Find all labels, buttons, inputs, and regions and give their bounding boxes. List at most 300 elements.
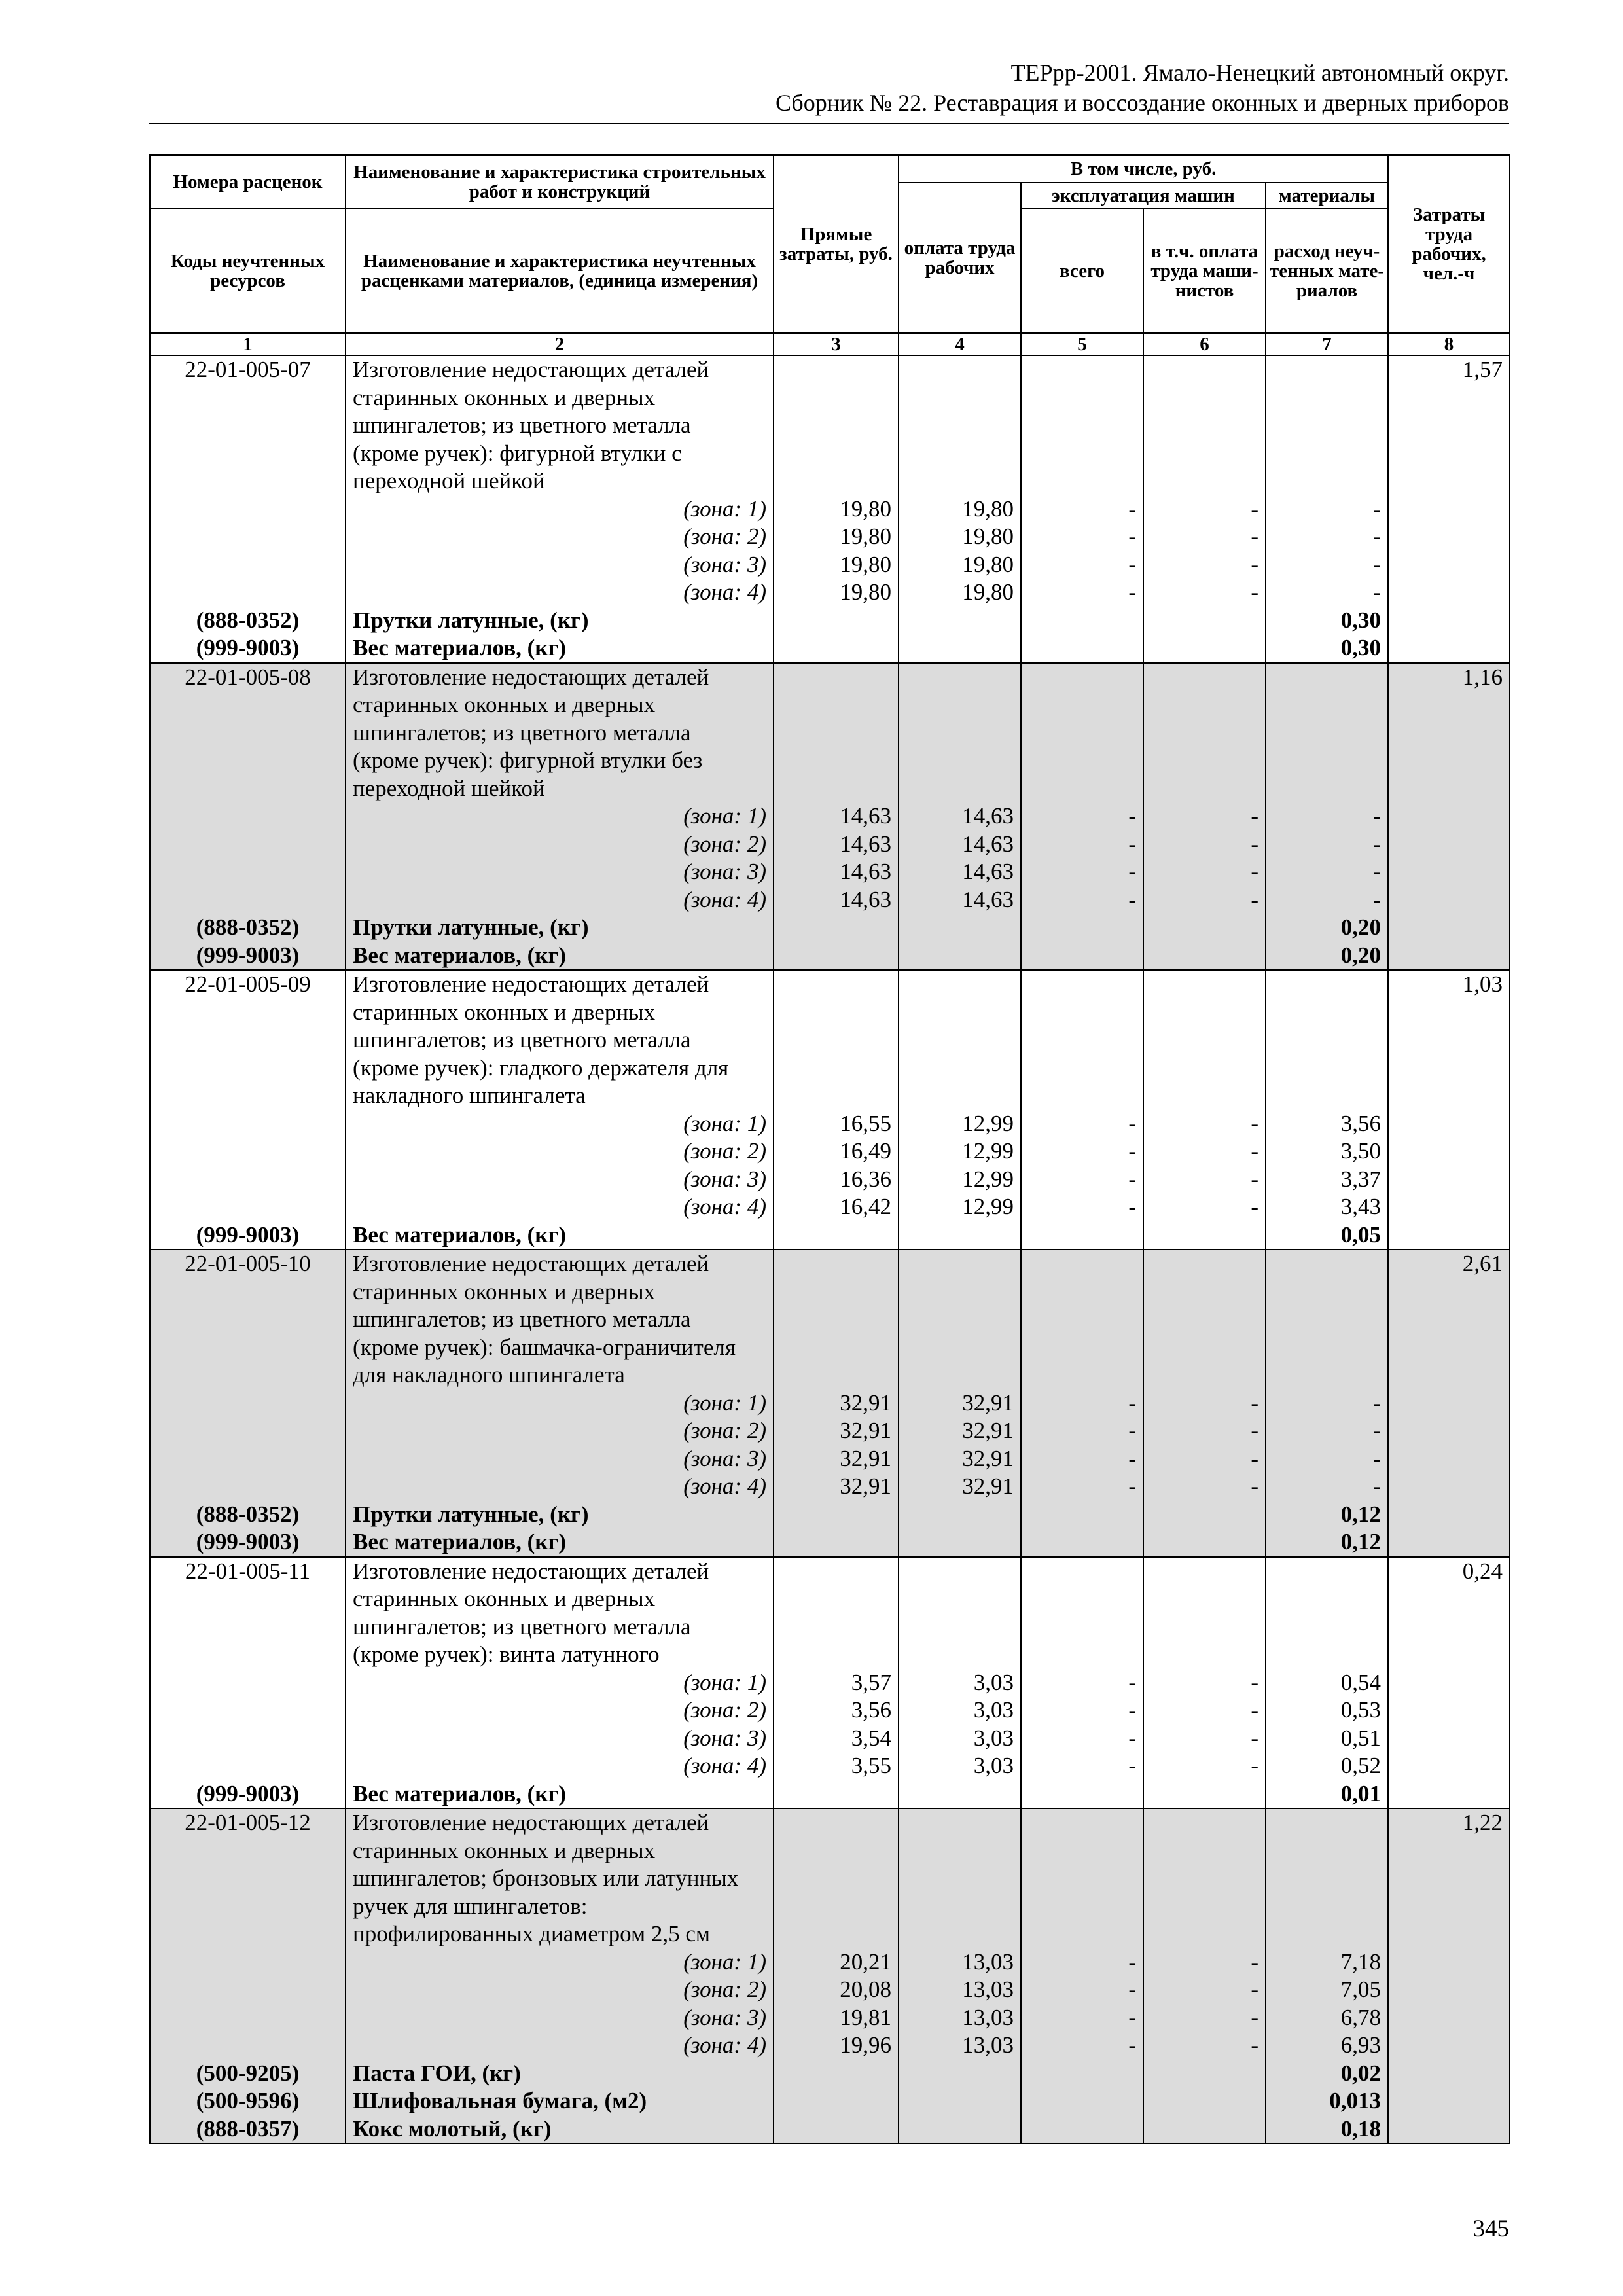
machinist-wage [1143,440,1266,468]
machinist-wage [1143,412,1266,440]
direct-cost: 20,21 [774,1948,899,1977]
material-cost [1266,691,1388,719]
direct-cost [774,942,899,971]
direct-cost: 16,36 [774,1166,899,1194]
rate-code [150,775,346,803]
rate-code: (888-0352) [150,914,346,942]
description: (зона: 4) [346,1193,774,1221]
machines-header: эксплуатация машин [1021,183,1266,209]
worker-wage [899,1557,1021,1586]
material-cost: - [1266,886,1388,914]
col8-header: Затраты труда рабочих, чел.-ч [1388,155,1510,333]
direct-cost: 14,63 [774,802,899,831]
rate-code [150,1585,346,1613]
table-row [150,1501,1510,1529]
machine-total [1021,467,1143,495]
machinist-wage [1143,1306,1266,1334]
labor-hours [1388,1054,1510,1083]
material-cost: 6,78 [1266,2004,1388,2032]
labor-hours [1388,412,1510,440]
worker-wage [899,2087,1021,2115]
rate-code [150,1054,346,1083]
table-row [150,1166,1510,1194]
machine-total [1021,1920,1143,1948]
worker-wage [899,1026,1021,1054]
worker-wage [899,412,1021,440]
machinist-wage [1143,1780,1266,1809]
col-number: 5 [1021,333,1143,355]
labor-hours: 1,22 [1388,1808,1510,1837]
description: (зона: 3) [346,551,774,579]
material-cost: 0,53 [1266,1696,1388,1725]
machine-total: - [1021,1696,1143,1725]
rate-code [150,999,346,1027]
table-row [150,1528,1510,1557]
group-header: В том числе, руб. [899,155,1388,183]
machine-total [1021,384,1143,412]
table-row [150,1306,1510,1334]
machinist-wage [1143,691,1266,719]
direct-cost [774,1361,899,1390]
direct-cost: 19,80 [774,579,899,607]
rate-code [150,1082,346,1110]
machinist-wage [1143,607,1266,635]
direct-cost [774,775,899,803]
machinist-wage: - [1143,551,1266,579]
rate-code [150,1334,346,1362]
worker-wage [899,775,1021,803]
rate-code [150,1473,346,1501]
description: (кроме ручек): фигурной втулки без [346,747,774,775]
direct-cost: 16,42 [774,1193,899,1221]
labor-hours [1388,1361,1510,1390]
labor-hours [1388,1138,1510,1166]
machine-total [1021,1026,1143,1054]
machine-total: - [1021,495,1143,524]
rate-code [150,579,346,607]
direct-cost: 14,63 [774,831,899,859]
labor-hours [1388,1221,1510,1250]
table-row [150,1808,1510,1837]
description: старинных оконных и дверных [346,691,774,719]
machine-total [1021,1808,1143,1837]
labor-hours: 1,57 [1388,355,1510,384]
table-row [150,1417,1510,1445]
labor-hours [1388,1278,1510,1306]
direct-cost [774,2060,899,2088]
rate-code: (888-0357) [150,2115,346,2144]
machinist-wage: - [1143,495,1266,524]
material-cost: 3,50 [1266,1138,1388,1166]
worker-wage: 12,99 [899,1110,1021,1138]
description: (кроме ручек): гладкого держателя для [346,1054,774,1083]
material-cost [1266,970,1388,999]
rate-code: 22-01-005-08 [150,663,346,692]
table-row [150,579,1510,607]
direct-cost: 3,55 [774,1752,899,1780]
worker-wage [899,1865,1021,1893]
table-row [150,1752,1510,1780]
labor-hours [1388,1613,1510,1641]
worker-wage: 32,91 [899,1390,1021,1418]
labor-hours [1388,1920,1510,1948]
description: Изготовление недостающих деталей [346,1249,774,1278]
machine-total [1021,1780,1143,1809]
machinist-wage: - [1143,579,1266,607]
description: (зона: 2) [346,523,774,551]
machinist-wage [1143,719,1266,747]
labor-hours [1388,858,1510,886]
table-row [150,1473,1510,1501]
rate-code [150,1696,346,1725]
worker-wage [899,1082,1021,1110]
worker-wage [899,1528,1021,1557]
material-cost: 0,20 [1266,914,1388,942]
table-row [150,1613,1510,1641]
direct-cost [774,1893,899,1921]
labor-hours [1388,634,1510,663]
labor-hours: 0,24 [1388,1557,1510,1586]
rate-code: (500-9205) [150,2060,346,2088]
material-cost [1266,1557,1388,1586]
labor-hours [1388,1026,1510,1054]
material-cost [1266,1920,1388,1948]
description: (зона: 4) [346,1752,774,1780]
material-cost: 0,20 [1266,942,1388,971]
header-line-2: Сборник № 22. Реставрация и воссоздание оконных и дверных приборов [775,90,1509,116]
labor-hours [1388,607,1510,635]
machine-total [1021,607,1143,635]
machinist-wage: - [1143,1725,1266,1753]
machine-total: - [1021,1752,1143,1780]
machinist-wage [1143,1082,1266,1110]
machinist-wage [1143,942,1266,971]
rate-code [150,1166,346,1194]
worker-wage [899,384,1021,412]
rate-code [150,1361,346,1390]
worker-wage: 13,03 [899,2032,1021,2060]
labor-hours [1388,1528,1510,1557]
labor-hours [1388,1306,1510,1334]
direct-cost [774,467,899,495]
description: (зона: 4) [346,2032,774,2060]
direct-cost: 20,08 [774,1976,899,2004]
machinist-wage [1143,1221,1266,1250]
worker-wage: 3,03 [899,1725,1021,1753]
rate-code [150,440,346,468]
machine-total [1021,914,1143,942]
labor-hours [1388,523,1510,551]
material-cost [1266,1641,1388,1669]
material-cost [1266,1865,1388,1893]
material-cost [1266,1249,1388,1278]
table-row [150,2032,1510,2060]
material-cost [1266,999,1388,1027]
material-cost [1266,412,1388,440]
labor-hours: 1,16 [1388,663,1510,692]
description: (зона: 1) [346,1669,774,1697]
machine-total [1021,2087,1143,2115]
worker-wage [899,691,1021,719]
description: шпингалетов; из цветного металла [346,719,774,747]
worker-wage: 14,63 [899,886,1021,914]
description: (зона: 1) [346,495,774,524]
labor-hours [1388,886,1510,914]
rate-code [150,1948,346,1977]
table-row [150,2115,1510,2144]
machine-total [1021,999,1143,1027]
col-number: 4 [899,333,1021,355]
direct-cost [774,1780,899,1809]
table-row [150,467,1510,495]
machinist-wage [1143,1808,1266,1837]
labor-hours [1388,1893,1510,1921]
table-row [150,1557,1510,1586]
machinist-wage: - [1143,1417,1266,1445]
rate-code [150,1725,346,1753]
direct-cost: 32,91 [774,1390,899,1418]
col2-bottom-header: Наименование и характеристика неучтенных расценками материалов, (единица измерения) [346,209,774,333]
machine-total: - [1021,1166,1143,1194]
description: (зона: 2) [346,831,774,859]
machinist-wage [1143,1613,1266,1641]
machine-total: - [1021,1725,1143,1753]
table-row [150,999,1510,1027]
worker-wage: 12,99 [899,1166,1021,1194]
direct-cost: 3,56 [774,1696,899,1725]
rate-code: 22-01-005-10 [150,1249,346,1278]
machine-total [1021,1585,1143,1613]
rate-code [150,551,346,579]
material-cost: 0,05 [1266,1221,1388,1250]
labor-hours [1388,1110,1510,1138]
description: профилированных диаметром 2,5 см [346,1920,774,1948]
material-cost [1266,1334,1388,1362]
description: переходной шейкой [346,775,774,803]
worker-wage [899,719,1021,747]
material-cost: - [1266,858,1388,886]
material-cost [1266,1613,1388,1641]
machine-total [1021,2060,1143,2088]
material-cost [1266,1082,1388,1110]
machine-total [1021,942,1143,971]
description: (зона: 1) [346,1110,774,1138]
description: (зона: 3) [346,2004,774,2032]
direct-cost: 3,54 [774,1725,899,1753]
material-cost: 0,54 [1266,1669,1388,1697]
table-row [150,1054,1510,1083]
description: Вес материалов, (кг) [346,634,774,663]
description: (зона: 2) [346,1138,774,1166]
description: Изготовление недостающих деталей [346,970,774,999]
col-number: 8 [1388,333,1510,355]
direct-cost [774,914,899,942]
labor-hours [1388,1752,1510,1780]
machinist-wage [1143,999,1266,1027]
material-cost [1266,1026,1388,1054]
table-row [150,1696,1510,1725]
labor-hours [1388,831,1510,859]
worker-wage: 13,03 [899,2004,1021,2032]
direct-cost: 32,91 [774,1445,899,1473]
material-cost [1266,1278,1388,1306]
machinist-wage: - [1143,1473,1266,1501]
material-cost [1266,1808,1388,1837]
labor-hours [1388,495,1510,524]
table-row [150,1361,1510,1390]
direct-cost [774,1082,899,1110]
col7-header: расход неуч-тенных мате-риалов [1266,209,1388,333]
direct-cost: 19,80 [774,523,899,551]
machine-total [1021,2115,1143,2144]
col-number: 1 [150,333,346,355]
description: Прутки латунные, (кг) [346,1501,774,1529]
table-row [150,886,1510,914]
table-row [150,495,1510,524]
labor-hours [1388,440,1510,468]
material-cost: 7,18 [1266,1948,1388,1977]
description: (зона: 4) [346,579,774,607]
table-row [150,1585,1510,1613]
machinist-wage [1143,914,1266,942]
table-row [150,1725,1510,1753]
labor-hours [1388,1641,1510,1669]
machine-total [1021,1893,1143,1921]
labor-hours [1388,1948,1510,1977]
direct-cost [774,663,899,692]
direct-cost [774,1613,899,1641]
material-cost: 0,01 [1266,1780,1388,1809]
rate-code [150,691,346,719]
labor-hours [1388,1976,1510,2004]
worker-wage: 32,91 [899,1473,1021,1501]
rate-code [150,1752,346,1780]
worker-wage [899,607,1021,635]
rate-code [150,1390,346,1418]
worker-wage [899,663,1021,692]
col-number: 3 [774,333,899,355]
machine-total: - [1021,1473,1143,1501]
direct-cost: 14,63 [774,886,899,914]
rate-code [150,858,346,886]
table-row [150,1893,1510,1921]
machinist-wage [1143,1334,1266,1362]
machine-total [1021,747,1143,775]
machinist-wage: - [1143,831,1266,859]
labor-hours [1388,579,1510,607]
worker-wage [899,1221,1021,1250]
rate-code [150,1110,346,1138]
description: шпингалетов; из цветного металла [346,1613,774,1641]
machinist-wage: - [1143,1948,1266,1977]
rate-code [150,384,346,412]
rate-code: (888-0352) [150,1501,346,1529]
rate-code [150,523,346,551]
labor-hours [1388,1082,1510,1110]
direct-cost: 32,91 [774,1473,899,1501]
machinist-wage [1143,1361,1266,1390]
description: (кроме ручек): башмачка-ограничителя [346,1334,774,1362]
table-row [150,1780,1510,1809]
machinist-wage: - [1143,802,1266,831]
worker-wage: 32,91 [899,1445,1021,1473]
labor-hours: 2,61 [1388,1249,1510,1278]
labor-hours [1388,1725,1510,1753]
worker-wage [899,1306,1021,1334]
material-cost [1266,467,1388,495]
machine-total [1021,1528,1143,1557]
running-header [149,58,1509,118]
worker-wage [899,942,1021,971]
direct-cost [774,1641,899,1669]
description: Кокс молотый, (кг) [346,2115,774,2144]
direct-cost [774,1837,899,1865]
table-row [150,691,1510,719]
direct-cost: 32,91 [774,1417,899,1445]
rate-code: (999-9003) [150,1221,346,1250]
materials-header: материалы [1266,183,1388,209]
worker-wage: 14,63 [899,831,1021,859]
material-cost: 0,18 [1266,2115,1388,2144]
labor-hours [1388,2032,1510,2060]
direct-cost [774,1557,899,1586]
machine-total: - [1021,1417,1143,1445]
table-row [150,970,1510,999]
rate-code [150,1893,346,1921]
table-row [150,634,1510,663]
table-row [150,607,1510,635]
material-cost: 0,02 [1266,2060,1388,2088]
table-row [150,802,1510,831]
worker-wage [899,440,1021,468]
machinist-wage: - [1143,1193,1266,1221]
direct-cost [774,440,899,468]
direct-cost: 16,55 [774,1110,899,1138]
description: старинных оконных и дверных [346,1278,774,1306]
machinist-wage: - [1143,523,1266,551]
machine-total [1021,1501,1143,1529]
col4-header: оплата труда рабочих [899,183,1021,333]
material-cost: 7,05 [1266,1976,1388,2004]
description: (зона: 4) [346,886,774,914]
machinist-wage [1143,355,1266,384]
labor-hours [1388,1445,1510,1473]
machine-total [1021,440,1143,468]
machinist-wage [1143,1501,1266,1529]
machinist-wage: - [1143,1445,1266,1473]
machine-total [1021,691,1143,719]
labor-hours [1388,1390,1510,1418]
worker-wage [899,1613,1021,1641]
worker-wage: 3,03 [899,1696,1021,1725]
labor-hours [1388,1501,1510,1529]
direct-cost: 19,80 [774,551,899,579]
rate-code [150,886,346,914]
table-row [150,719,1510,747]
machinist-wage: - [1143,1752,1266,1780]
labor-hours [1388,1193,1510,1221]
machinist-wage: - [1143,858,1266,886]
machine-total [1021,1334,1143,1362]
description: Паста ГОИ, (кг) [346,2060,774,2088]
description: Изготовление недостающих деталей [346,1808,774,1837]
machine-total [1021,1249,1143,1278]
material-cost [1266,719,1388,747]
machine-total: - [1021,523,1143,551]
rate-code: 22-01-005-09 [150,970,346,999]
col6-header: в т.ч. оплата труда маши-нистов [1143,209,1266,333]
direct-cost [774,970,899,999]
